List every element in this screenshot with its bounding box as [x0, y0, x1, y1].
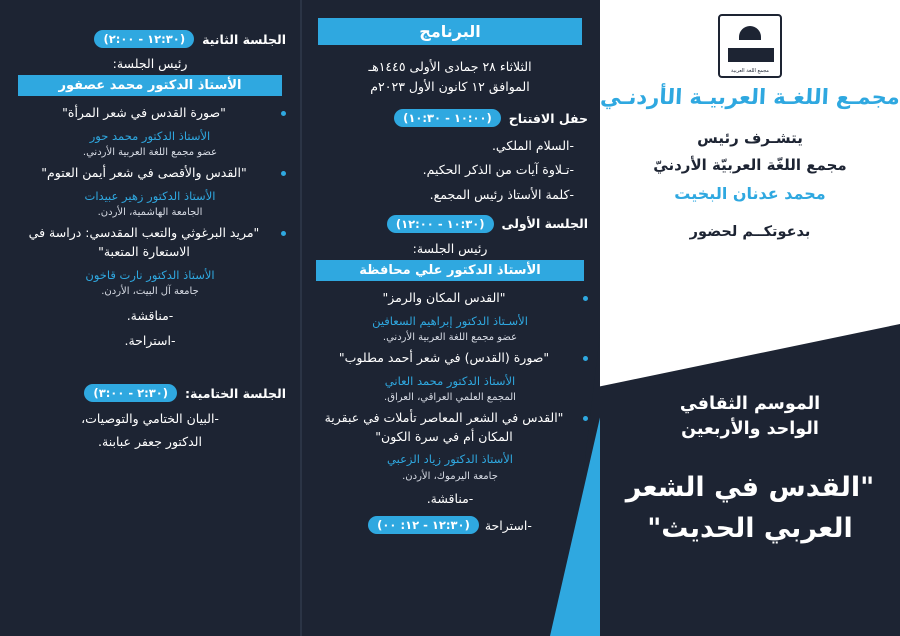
session2-discussion: -مناقشة.	[126, 307, 174, 323]
paper-speaker: الأستاذ الدكتور زهير عبيدات	[84, 188, 216, 203]
paper-title: "صورة (القدس) في شعر أحمد مطلوب"	[338, 349, 550, 365]
session2-header	[14, 30, 286, 48]
session2-break: -استراحة.	[124, 332, 176, 348]
patron-block	[600, 125, 900, 208]
session2-label: الجلسة الثانية	[202, 31, 286, 47]
paper-affiliation: عضو مجمع اللغة العربية الأردني.	[82, 147, 218, 158]
cover-panel	[600, 0, 900, 636]
session1-header	[312, 215, 588, 233]
bullet-dot-icon	[583, 296, 588, 301]
paper-item	[312, 289, 588, 308]
paper-affiliation: المجمع العلمي العراقي، العراق.	[384, 391, 516, 403]
closing-session-label: الجلسة الختامية:	[185, 385, 286, 401]
session1-discussion: -مناقشة.	[426, 490, 474, 506]
closing-session-time: (٢:٣٠ - ٣:٠٠)	[84, 384, 177, 402]
paper-item	[14, 224, 286, 262]
paper-affiliation: جامعة آل البيت، الأردن.	[101, 285, 199, 297]
session2-time: (١٢:٣٠ - ٢:٠٠)	[94, 30, 194, 48]
session1-break-time: (١٢:٣٠ - ١٢: ٠٠)	[368, 516, 479, 534]
paper-affiliation: عضو مجمع اللغة العربية الأردني.	[382, 331, 518, 343]
emblem-caption: مجمع اللغة العربية	[731, 68, 769, 74]
paper-affiliation: جامعة اليرموك، الأردن.	[402, 470, 498, 482]
program-header: البرنامج	[318, 18, 582, 45]
paper-item	[14, 104, 286, 123]
paper-title: "صورة القدس في شعر المرأة"	[62, 105, 226, 120]
paper-title: "القدس المكان والرمز"	[382, 289, 506, 305]
closing-item: -البيان الختامي والتوصيات،	[81, 411, 219, 427]
cover-title-line-1: "القدس في الشعر	[625, 472, 875, 503]
paper-title: "القدس في الشعر المعاصر تأملات في عبقرية المكان أم في سرة الكون"	[324, 409, 564, 444]
paper-speaker: الأستاذ الدكتور محمد حور	[89, 128, 211, 143]
invitation-text: بدعوتكــم لحضور	[689, 223, 811, 240]
opening-item: -السلام الملكي.	[491, 138, 574, 153]
opening-header	[312, 109, 588, 127]
jordan-academy-emblem-icon	[718, 14, 782, 78]
opening-label: حفل الافتتاح	[508, 110, 588, 126]
session1-time: (١٠:٣٠ - ١٢:٠٠)	[387, 215, 494, 233]
session2-chair-name: الأستاذ الدكتور محمد عصفور	[18, 75, 282, 96]
left-panel-second-session	[0, 0, 300, 636]
event-date-hijri: الثلاثاء ٢٨ جمادى الأولى ١٤٤٥هـ	[368, 59, 532, 74]
paper-item	[312, 409, 588, 447]
session1-break-label: -استراحة	[484, 517, 532, 533]
session1-break-row	[312, 516, 588, 534]
paper-speaker: الأستاذ الدكتور نارت قاخون	[85, 267, 215, 282]
event-date	[312, 57, 588, 97]
paper-title: "مريد البرغوثي والتعب المقدسي: دراسة في الاستعارة المتعبة"	[28, 225, 260, 259]
session1-label: الجلسة الأولى	[501, 216, 588, 232]
patron-line-2: مجمع اللغّة العربيّة الأردنيّ	[653, 155, 847, 174]
paper-affiliation: الجامعة الهاشمية، الأردن.	[97, 207, 203, 218]
event-date-gregorian: الموافق ١٢ كانون الأول ٢٠٢٣م	[370, 79, 530, 94]
bullet-dot-icon	[281, 171, 286, 176]
opening-item: -تـلاوة آيات من الذكر الحكيم.	[422, 162, 574, 178]
closing-session-header	[14, 384, 286, 402]
season-line-2: الواحد والأربعين	[681, 419, 819, 440]
paper-speaker: الأستاذ الدكتور محمد العاني	[384, 373, 516, 388]
bullet-dot-icon	[583, 356, 588, 361]
paper-title: "القدس والأقصى في شعر أيمن العتوم"	[41, 165, 247, 180]
paper-speaker: الأستاذ الدكتور زياد الزعبي	[387, 452, 513, 467]
session1-chair-label: رئيس الجلسة:	[412, 240, 488, 256]
paper-speaker: الأسـتاذ الدكتور إبراهيم السعافين	[372, 313, 528, 328]
cover-title-line-2: العربي الحديث"	[647, 512, 853, 544]
cover-title	[600, 468, 900, 549]
session2-chair-label: رئيس الجلسة:	[112, 56, 188, 71]
academy-logo-text: مجمـع اللغـة العربيـة الأردنـي	[600, 85, 900, 109]
opening-item: -كلمة الأستاذ رئيس المجمع.	[429, 186, 574, 202]
season-block	[600, 392, 900, 443]
patron-line-1: يتشـرف رئيس	[697, 129, 803, 148]
bullet-dot-icon	[281, 231, 286, 236]
session1-chair-name: الأستاذ الدكتور علي محافظة	[316, 260, 584, 281]
program-panel	[300, 0, 600, 636]
bullet-dot-icon	[583, 416, 588, 421]
bullet-dot-icon	[281, 111, 286, 116]
paper-item	[312, 349, 588, 368]
season-line-1: الموسم الثقافي	[679, 394, 821, 414]
patron-name: محمد عدنان البخيت	[674, 183, 826, 203]
opening-time: (١٠:٠٠ - ١٠:٣٠)	[394, 109, 501, 127]
closing-item: الدكتور جعفر عبابنة.	[98, 434, 202, 449]
paper-item	[14, 164, 286, 183]
